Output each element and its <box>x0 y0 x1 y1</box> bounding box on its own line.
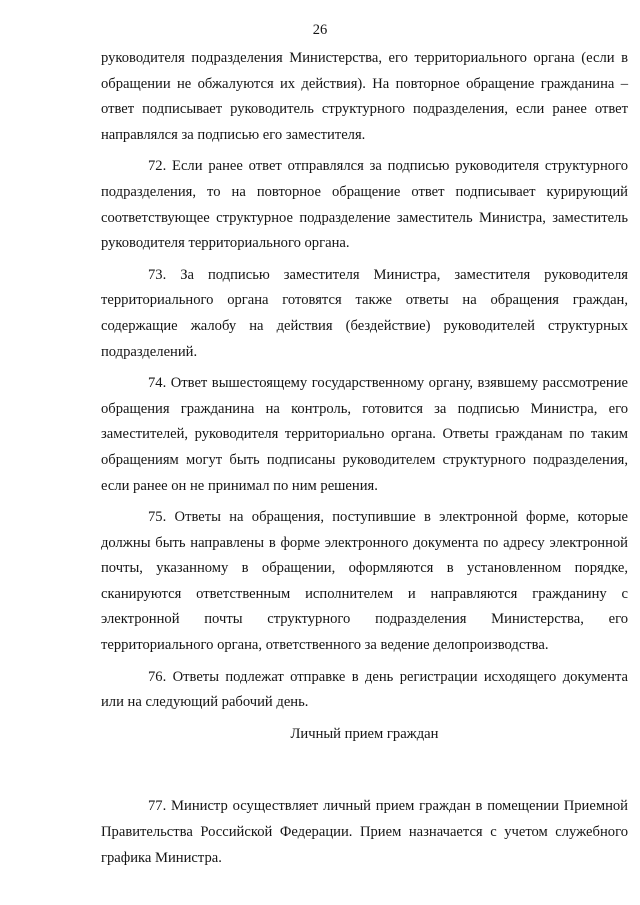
document-body <box>101 46 628 871</box>
paragraph-75: 75. Ответы на обращения, поступившие в электронной форме, которые должны быть направлены в форме электронного документа по адресу электронной почты, указанному в обращении, оформляются в установленном порядке, сканируются ответственным исполнителем и направляются гражданину с электронной почты структурного подразделения Министерства, его территориального органа, ответственного за ведение делопроизводства. <box>101 509 628 654</box>
paragraph-74: 74. Ответ вышестоящему государственному органу, взявшему рассмотрение обращения гражданина на контроль, готовится за подписью Министра, его заместителей, руководителя территориально органа. Ответы гражданам по таким обращениям могут быть подписаны руководителем структурного подразделения, если ранее он не принимал по ним решения. <box>101 375 628 494</box>
section-heading: Личный прием граждан <box>290 725 439 742</box>
paragraph-72: 72. Если ранее ответ отправлялся за подписью руководителя структурного подразделения, то на повторное обращение ответ подписывает курирующий соответствующее структурное подразделение заместитель Министра, заместитель руководителя территориального органа. <box>101 158 628 252</box>
page-number: 26 <box>312 22 328 38</box>
paragraph-77: 77. Министр осуществляет личный прием граждан в помещении Приемной Правительства Российской Федерации. Прием назначается с учетом служебного графика Министра. <box>101 798 628 866</box>
paragraph-continuation: руководителя подразделения Министерства, его территориального органа (если в обращении не обжалуются их действия). На повторное обращение гражданина – ответ подписывает руководитель структурного подразделения, если ранее ответ направлялся за подписью его заместителя. <box>101 50 628 143</box>
paragraph-76: 76. Ответы подлежат отправке в день регистрации исходящего документа или на следующий рабочий день. <box>101 668 628 711</box>
paragraph-73: 73. За подписью заместителя Министра, заместителя руководителя территориального органа готовятся также ответы на обращения граждан, содержащие жалобу на действия (бездействие) руководителей структурных подразделений. <box>101 266 628 360</box>
